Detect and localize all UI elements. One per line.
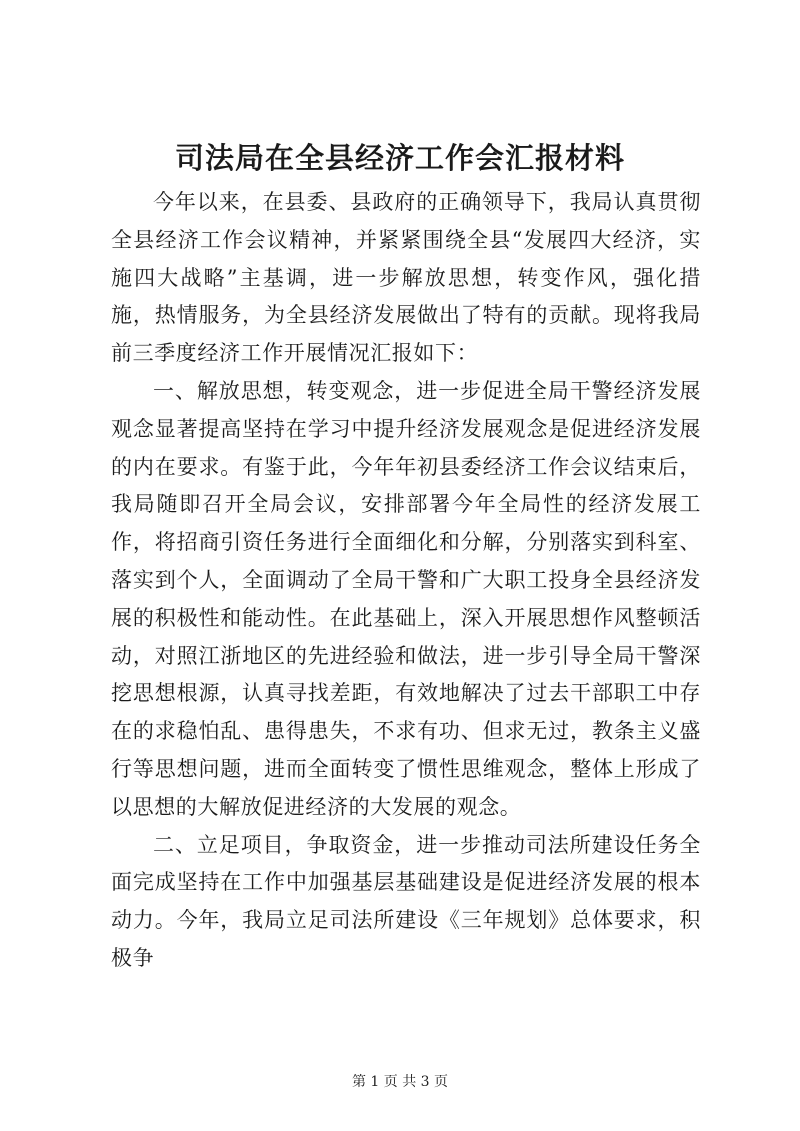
document-title: 司法局在全县经济工作会汇报材料 bbox=[174, 141, 625, 175]
paragraph-section-1: 一、解放思想，转变观念，进一步促进全局干警经济发展观念显著提高坚持在学习中提升经济发展观念是促进经济发展的内在要求。有鉴于此，今年年初县委经济工作会议结束后，我局随即召开全局会议，安排部署今年全局性的经济发展工作，将招商引资任务进行全面细化和分解，分别落实到科室、落实到个人，全面调动了全局干警和广大职工投身全县经济发展的积极性和能动性。在此基础上，深入开展思想作风整顿活动，对照江浙地区的先进经验和做法，进一步引导全局干警深挖思想根源，认真寻找差距，有效地解决了过去干部职工中存在的求稳怕乱、患得患失，不求有功、但求无过，教条主义盛行等思想问题，进而全面转变了惯性思维观念，整体上形成了以思想的大解放促进经济的大发展的观念。 bbox=[111, 378, 701, 819]
page-footer: 第 1 页 共 3 页 bbox=[351, 1074, 449, 1090]
paragraph-section-2: 二、立足项目，争取资金，进一步推动司法所建设任务全面完成坚持在工作中加强基层基础建设是促进经济发展的根本动力。今年，我局立足司法所建设《三年规划》总体要求，积极争 bbox=[111, 832, 701, 970]
document-body bbox=[111, 184, 701, 978]
paragraph-intro: 今年以来，在县委、县政府的正确领导下，我局认真贯彻全县经济工作会议精神，并紧紧围绕全县“发展四大经济，实施四大战略”主基调，进一步解放思想，转变作风，强化措施，热情服务，为全县经济发展做出了特有的贡献。现将我局前三季度经济工作开展情况汇报如下： bbox=[111, 190, 701, 366]
